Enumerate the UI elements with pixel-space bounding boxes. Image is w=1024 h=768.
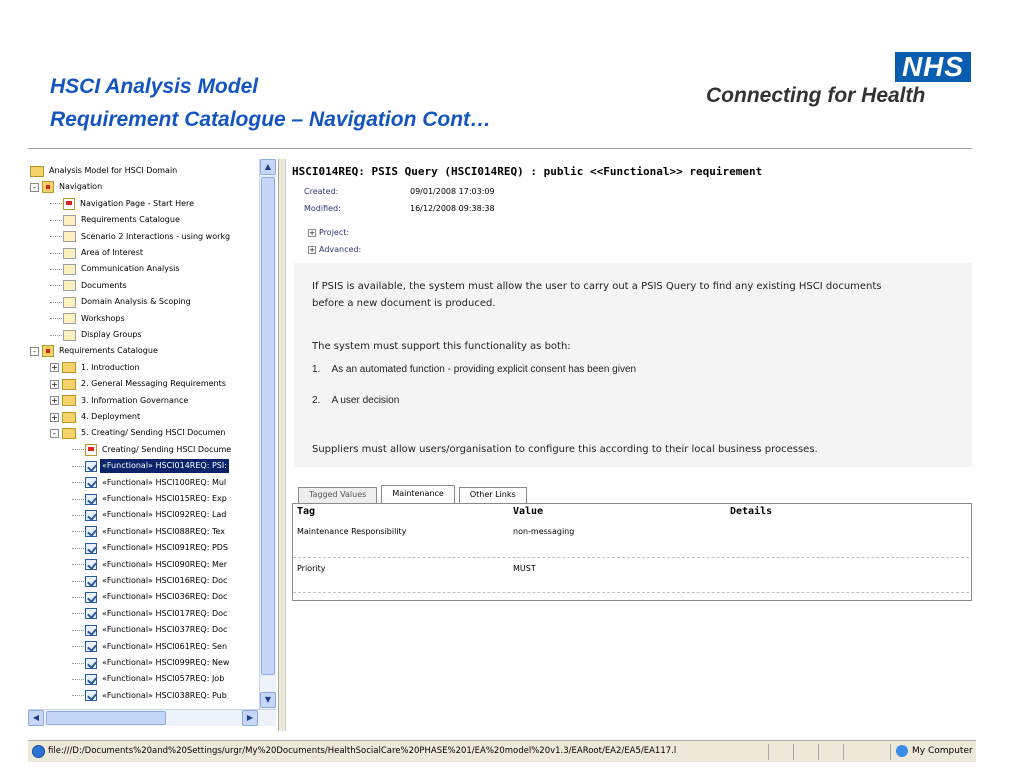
tree-item-label: «Functional» HSCI037REQ: Doc: [102, 625, 228, 635]
tree-item[interactable]: [50, 360, 142, 376]
scroll-right-button[interactable]: ▶: [242, 710, 258, 726]
tree-item[interactable]: [72, 557, 229, 573]
row-divider: [293, 557, 969, 558]
tree-connector: [72, 597, 84, 598]
package-icon: [42, 345, 54, 357]
status-separator: [793, 744, 794, 760]
project-section-toggle[interactable]: [308, 228, 349, 237]
package-icon: [42, 181, 54, 193]
folder-icon: [62, 395, 76, 406]
tree-item[interactable]: [50, 229, 232, 245]
notes-paragraph-2: The system must support this functionality as both:: [312, 341, 571, 352]
document-icon: [63, 297, 76, 308]
tree-connector: [72, 515, 84, 516]
tab-tagged-values[interactable]: Tagged Values: [298, 487, 377, 503]
notes-list-item-2: 2. A user decision: [312, 395, 400, 406]
document-icon: [63, 330, 76, 341]
row-1-tag: Maintenance Responsibility: [297, 527, 407, 536]
scroll-thumb-horizontal[interactable]: [46, 711, 166, 725]
tree-item-label: «Functional» HSCI100REQ: Mul: [102, 477, 227, 487]
tree-item-label: 4. Deployment: [81, 412, 141, 421]
requirement-icon: [85, 641, 97, 652]
status-url: file:///D:/Documents%20and%20Settings/urgr/My%20Documents/HealthSocialCare%20PHASE%201/EA%20model%20v1.3/EARoot/EA2/EA5/EA117.l: [48, 746, 677, 756]
requirement-detail-pane: [288, 159, 972, 731]
header-divider: [28, 148, 972, 149]
scroll-left-button[interactable]: ◀: [28, 710, 44, 726]
tree-connector: [50, 318, 62, 319]
requirement-icon: [85, 674, 97, 685]
collapse-icon[interactable]: -: [50, 429, 59, 438]
requirement-icon: [85, 526, 97, 537]
tree-item[interactable]: [50, 409, 142, 425]
tree-item[interactable]: [72, 671, 226, 687]
tree-connector: [72, 679, 84, 680]
tree-item-label: Requirements Catalogue: [59, 346, 158, 356]
tree-item-label: 5. Creating/ Sending HSCI Documen: [81, 428, 226, 438]
browser-page-icon: [32, 745, 45, 758]
slide-title: HSCI Analysis Model: [50, 75, 259, 98]
properties-tabs: [298, 485, 531, 503]
requirement-icon: [85, 510, 97, 521]
requirement-icon: [85, 608, 97, 619]
tree-item[interactable]: [72, 639, 229, 655]
tree-item[interactable]: [72, 655, 231, 671]
advanced-label: Advanced:: [319, 245, 362, 254]
tree-connector: [50, 335, 62, 336]
project-browser-tree: [28, 159, 276, 709]
modified-label: Modified:: [304, 204, 341, 213]
tree-item[interactable]: [72, 589, 229, 605]
notes-paragraph-1-line-1: If PSIS is available, the system must allow the user to carry out a PSIS Query to find any existing HSCI documents: [312, 281, 882, 292]
tab-maintenance[interactable]: Maintenance: [381, 485, 455, 503]
properties-table: [292, 503, 972, 601]
tree-item-label: 2. General Messaging Requirements: [81, 379, 226, 389]
expand-icon[interactable]: +: [51, 396, 58, 406]
tree-item[interactable]: [72, 540, 230, 556]
tree-item[interactable]: [30, 179, 104, 195]
row-2-value: MUST: [513, 564, 536, 573]
browser-status-bar: [28, 740, 976, 762]
tree-item[interactable]: [72, 573, 229, 589]
tree-item-label: «Functional» HSCI061REQ: Sen: [102, 641, 228, 651]
requirement-notes: [294, 263, 972, 467]
tree-item-label: «Functional» HSCI036REQ: Doc: [102, 592, 228, 602]
scroll-thumb[interactable]: [261, 177, 275, 675]
expand-icon[interactable]: +: [51, 363, 58, 373]
computer-zone-icon: [896, 745, 908, 757]
column-header-value: Value: [513, 506, 544, 517]
logo-tagline: Connecting for Health: [706, 84, 926, 107]
tree-item-label: «Functional» HSCI038REQ: Pub: [102, 690, 227, 700]
tree-item-label: «Functional» HSCI016REQ: Doc: [102, 576, 228, 585]
requirement-icon: [85, 477, 97, 488]
tree-item-label: Requirements Catalogue: [81, 215, 180, 225]
status-separator: [818, 744, 819, 760]
requirement-icon: [85, 559, 97, 570]
tree-connector: [50, 302, 62, 303]
tree-connector: [72, 548, 84, 549]
tree-item[interactable]: [50, 376, 228, 392]
tree-item[interactable]: [50, 294, 193, 310]
requirement-title: HSCI014REQ: PSIS Query (HSCI014REQ) : public <<Functional>> requirement: [292, 165, 763, 178]
scroll-down-button[interactable]: ▼: [260, 692, 276, 708]
tree-item[interactable]: [50, 261, 182, 277]
security-zone-label: My Computer: [912, 746, 973, 756]
tree-item[interactable]: [72, 442, 233, 458]
requirement-icon: [85, 494, 97, 505]
tree-connector: [50, 253, 62, 254]
created-label: Created:: [304, 187, 339, 196]
tree-item-label: Communication Analysis: [81, 264, 180, 274]
tree-connector: [72, 646, 84, 647]
tree-item[interactable]: [50, 278, 129, 294]
tree-item-label: Area of Interest: [81, 248, 144, 257]
tree-connector: [72, 630, 84, 631]
requirement-icon: [85, 461, 97, 472]
tree-connector: [50, 285, 62, 286]
notes-list-item-1: 1. As an automated function - providing explicit consent has been given: [312, 364, 637, 375]
tree-connector: [72, 564, 84, 565]
collapse-icon[interactable]: -: [30, 183, 39, 192]
tree-connector: [50, 203, 62, 204]
requirement-icon: [85, 690, 97, 701]
expand-icon: +: [309, 245, 315, 254]
status-separator: [843, 744, 844, 760]
expand-icon: +: [309, 228, 315, 237]
tree-item[interactable]: [72, 491, 229, 507]
notes-paragraph-3: Suppliers must allow users/organisation to configure this according to their local business processes.: [312, 444, 818, 455]
tree-connector: [72, 581, 84, 582]
expand-icon[interactable]: +: [51, 412, 58, 422]
status-separator: [890, 744, 891, 760]
tree-item-label: «Functional» HSCI088REQ: Tex: [102, 526, 225, 536]
tree-vertical-scrollbar[interactable]: [259, 159, 276, 709]
tree-item[interactable]: [50, 311, 127, 327]
tree-item-label: Navigation: [59, 182, 103, 192]
tree-horizontal-scrollbar[interactable]: [28, 709, 276, 726]
tree-item-label: Workshops: [81, 313, 125, 323]
expand-icon[interactable]: +: [51, 379, 58, 389]
tree-connector: [72, 499, 84, 500]
tree-item[interactable]: [72, 622, 229, 638]
tree-item-label: 3. Information Governance: [81, 395, 189, 405]
column-header-tag: Tag: [297, 506, 316, 517]
tree-connector: [72, 482, 84, 483]
tree-item-label: Domain Analysis & Scoping: [81, 297, 191, 307]
notes-paragraph-1-line-2: before a new document is produced.: [312, 298, 496, 309]
tree-item-label: «Functional» HSCI099REQ: New: [102, 658, 230, 667]
diagram-icon: [85, 444, 97, 456]
diagram-icon: [63, 198, 75, 210]
collapse-icon[interactable]: -: [30, 347, 39, 356]
created-value: 09/01/2008 17:03:09: [410, 187, 495, 196]
tree-item[interactable]: [72, 688, 229, 704]
folder-icon: [62, 428, 76, 439]
requirement-icon: [85, 576, 97, 587]
tree-connector: [50, 269, 62, 270]
tree-connector: [72, 531, 84, 532]
notes-list-item-2-text: A user decision: [331, 395, 400, 406]
tree-item-label: 1. Introduction: [81, 362, 140, 372]
tree-item[interactable]: [30, 343, 160, 359]
row-2-tag: Priority: [297, 564, 326, 573]
tree-item[interactable]: [50, 425, 227, 441]
tree-item[interactable]: [30, 163, 179, 179]
column-header-details: Details: [730, 506, 773, 517]
tree-item[interactable]: [50, 245, 145, 261]
tree-item-label: «Functional» HSCI090REQ: Mer: [102, 559, 228, 569]
tree-item-label: Creating/ Sending HSCI Docume: [102, 444, 232, 454]
requirement-icon: [85, 658, 97, 669]
tab-other-links[interactable]: Other Links: [459, 487, 527, 503]
tree-item-label: «Functional» HSCI057REQ: Job: [102, 674, 225, 684]
requirement-icon: [85, 592, 97, 603]
tree-item[interactable]: [50, 327, 144, 343]
tree-connector: [50, 236, 62, 237]
document-icon: [63, 231, 76, 242]
folder-icon: [62, 379, 76, 390]
tree-item-label: «Functional» HSCI017REQ: Doc: [102, 608, 228, 618]
tree-connector: [72, 466, 84, 467]
tree-connector: [72, 613, 84, 614]
advanced-section-toggle[interactable]: [308, 245, 361, 254]
tree-item-label: «Functional» HSCI092REQ: Lad: [102, 510, 227, 520]
nhs-logo: NHS: [895, 52, 971, 82]
status-separator: [768, 744, 769, 760]
document-icon: [63, 215, 76, 226]
tree-item[interactable]: [50, 196, 196, 212]
document-icon: [63, 264, 76, 275]
row-divider: [293, 592, 969, 593]
tree-connector: [72, 449, 84, 450]
project-label: Project:: [319, 228, 350, 237]
folder-icon: [62, 412, 76, 423]
tree-item[interactable]: [72, 475, 228, 491]
tree-item[interactable]: [50, 393, 190, 409]
tree-connector: [72, 663, 84, 664]
tree-item-label: «Functional» HSCI015REQ: Exp: [102, 494, 227, 503]
document-icon: [63, 248, 76, 259]
tree-item-label: «Functional» HSCI014REQ: PSI:: [100, 459, 229, 473]
requirement-icon: [85, 625, 97, 636]
scroll-up-button[interactable]: ▲: [260, 159, 276, 175]
tree-item-label: «Functional» HSCI091REQ: PDS: [102, 543, 229, 553]
tree-item-label: Documents: [81, 280, 127, 290]
requirement-icon: [85, 543, 97, 554]
tree-item-label: Navigation Page - Start Here: [80, 198, 195, 208]
tree-connector: [50, 220, 62, 221]
tree-item-label: Analysis Model for HSCI Domain: [49, 166, 178, 175]
document-icon: [63, 313, 76, 324]
model-icon: [30, 166, 44, 177]
modified-value: 16/12/2008 09:38:38: [410, 204, 495, 213]
tree-item[interactable]: [72, 524, 227, 540]
tree-item-label: Scenario 2 Interactions - using workg: [81, 231, 231, 241]
folder-icon: [62, 362, 76, 373]
tree-item[interactable]: [50, 212, 182, 228]
row-1-value: non-messaging: [513, 527, 575, 536]
tree-item[interactable]: [72, 606, 229, 622]
pane-splitter[interactable]: [278, 159, 286, 731]
document-icon: [63, 280, 76, 291]
tree-item[interactable]: [72, 458, 229, 474]
tree-item-label: Display Groups: [81, 330, 142, 339]
slide-subtitle: Requirement Catalogue – Navigation Cont…: [50, 108, 492, 131]
notes-list-item-1-text: As an automated function - providing explicit consent has been given: [331, 364, 637, 375]
tree-item[interactable]: [72, 507, 228, 523]
tree-connector: [72, 695, 84, 696]
